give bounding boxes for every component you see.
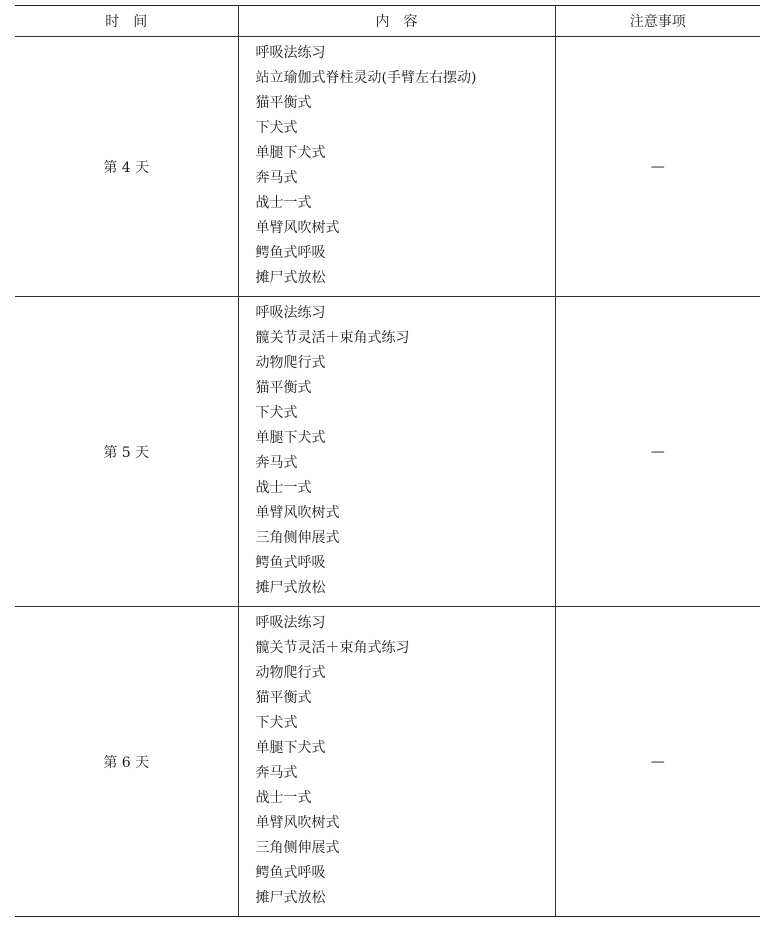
header-time: 时 间 [15,6,238,37]
exercise-item: 髋关节灵活＋束角式练习 [255,330,410,346]
exercise-item: 动物爬行式 [255,355,326,371]
schedule-table [15,5,760,917]
exercise-item: 单腿下犬式 [255,430,326,446]
exercise-item: 摊尸式放松 [255,890,326,906]
exercise-item: 猫平衡式 [255,380,312,396]
table-row [15,37,760,297]
exercise-item: 三角侧伸展式 [255,530,340,546]
exercise-item: 单腿下犬式 [255,740,326,756]
exercise-item: 奔马式 [255,170,298,186]
note-cell: — [555,607,760,917]
content-cell [238,297,555,607]
exercise-item: 站立瑜伽式脊柱灵动(手臂左右摆动) [255,70,477,86]
exercise-item: 摊尸式放松 [255,270,326,286]
exercise-item: 奔马式 [255,765,298,781]
content-cell [238,607,555,917]
exercise-item: 奔马式 [255,455,298,471]
exercise-item: 猫平衡式 [255,690,312,706]
exercise-item: 鳄鱼式呼吸 [255,245,326,261]
exercise-item: 猫平衡式 [255,95,312,111]
day-cell: 第 5 天 [15,297,238,607]
header-notes: 注意事项 [555,6,760,37]
header-content: 内 容 [238,6,555,37]
exercise-item: 呼吸法练习 [255,615,326,631]
header-row [15,6,760,37]
exercise-item: 单臂风吹树式 [255,220,340,236]
exercise-item: 下犬式 [255,405,298,421]
note-cell: — [555,297,760,607]
exercise-item: 战士一式 [255,195,312,211]
table-header [15,6,760,37]
table-row [15,297,760,607]
exercise-item: 呼吸法练习 [255,305,326,321]
exercise-item: 呼吸法练习 [255,45,326,61]
exercise-item: 单臂风吹树式 [255,505,340,521]
table-row [15,607,760,917]
exercise-item: 动物爬行式 [255,665,326,681]
exercise-item: 鳄鱼式呼吸 [255,555,326,571]
table-body [15,37,760,917]
exercise-item: 战士一式 [255,480,312,496]
exercise-item: 鳄鱼式呼吸 [255,865,326,881]
exercise-item: 三角侧伸展式 [255,840,340,856]
day-cell: 第 6 天 [15,607,238,917]
day-cell: 第 4 天 [15,37,238,297]
exercise-item: 摊尸式放松 [255,580,326,596]
content-cell [238,37,555,297]
note-cell: — [555,37,760,297]
exercise-item: 下犬式 [255,120,298,136]
exercise-item: 髋关节灵活＋束角式练习 [255,640,410,656]
exercise-item: 单臂风吹树式 [255,815,340,831]
exercise-item: 下犬式 [255,715,298,731]
exercise-item: 单腿下犬式 [255,145,326,161]
exercise-item: 战士一式 [255,790,312,806]
